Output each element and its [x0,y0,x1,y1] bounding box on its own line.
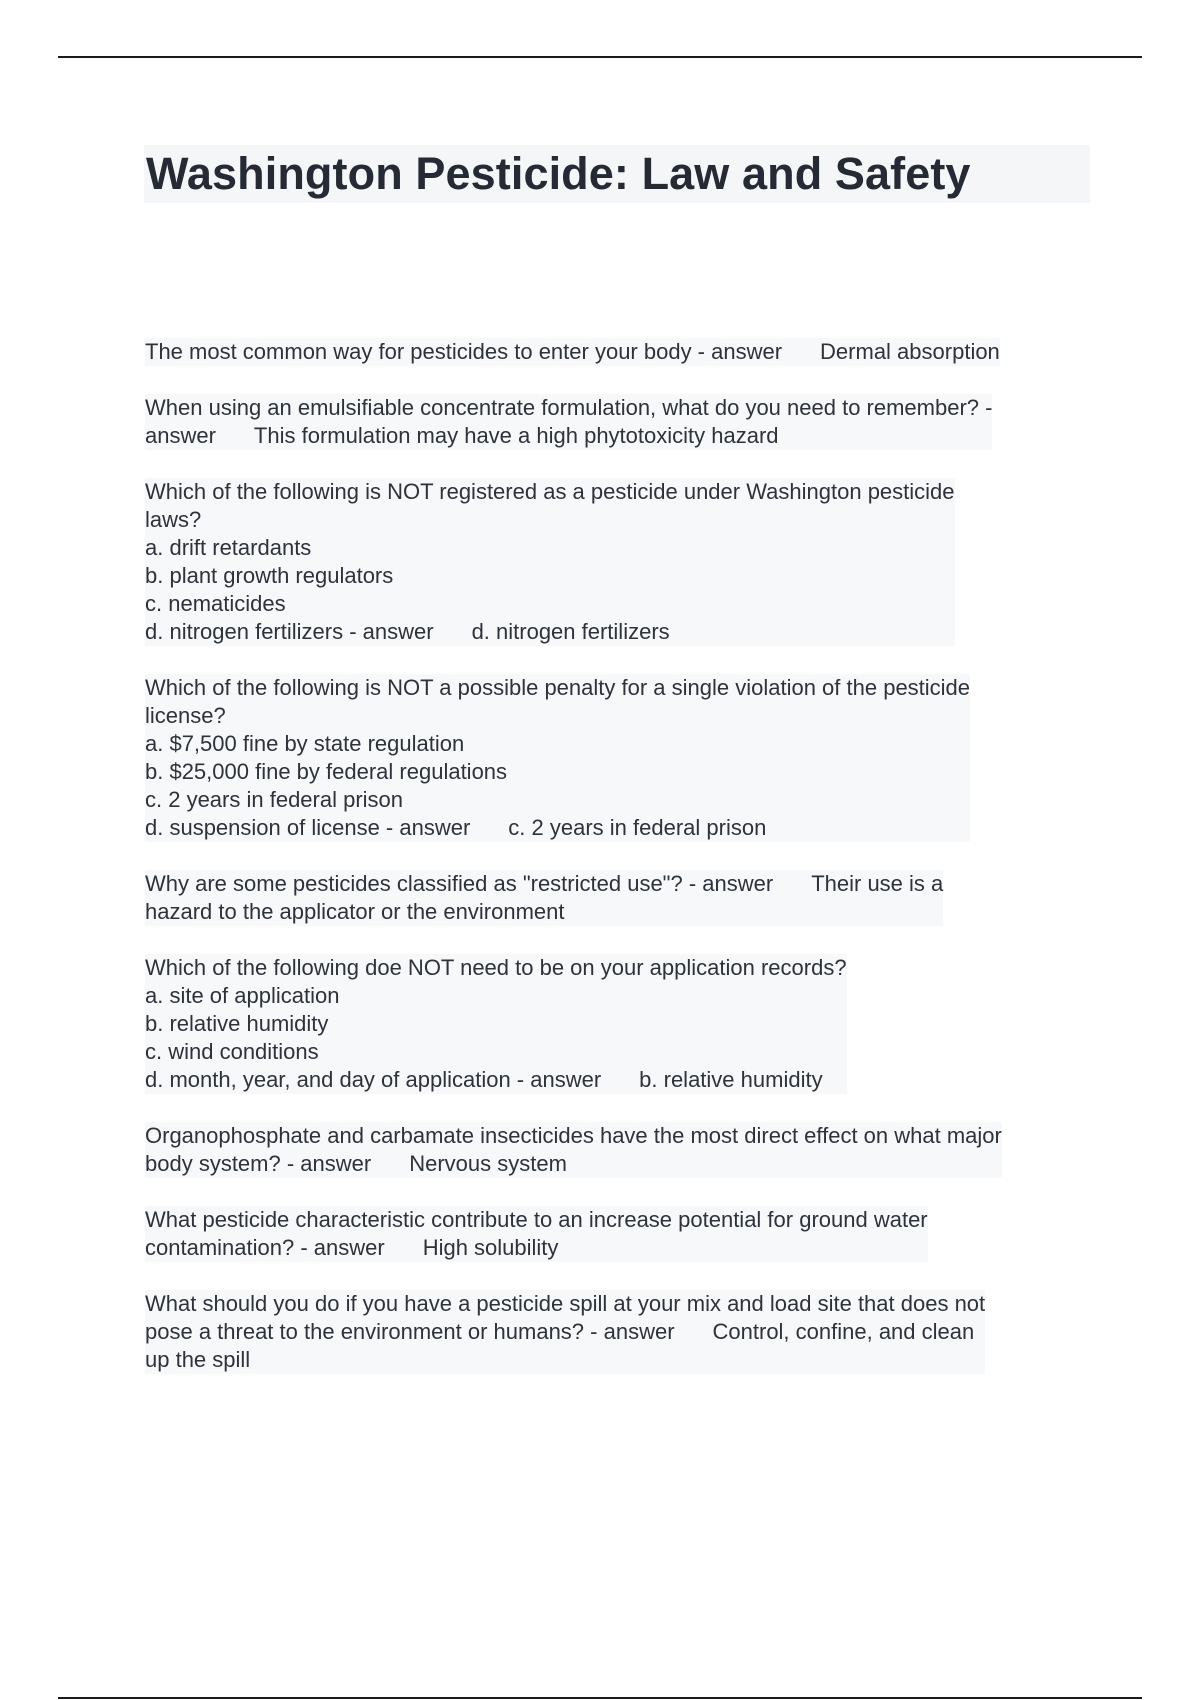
qa-item [145,954,1095,1094]
question-continuation: c. wind conditions [145,1039,319,1064]
question-line: The most common way for pesticides to enter your body - answer [145,339,783,364]
answer-continuation: hazard to the applicator or the environment [145,899,565,924]
question-continuation: d. nitrogen fertilizers - answer [145,619,434,644]
question-continuation: d. suspension of license - answer [145,815,471,840]
qa-item [145,1206,1095,1262]
qa-item [145,1290,1095,1374]
question-line: Organophosphate and carbamate insecticides have the most direct effect on what major [145,1123,1002,1148]
question-line: Why are some pesticides classified as "restricted use"? - answer [145,871,774,896]
page-title: Washington Pesticide: Law and Safety [146,148,971,199]
question-continuation: contamination? - answer [145,1235,385,1260]
question-line: Which of the following is NOT registered as a pesticide under Washington pesticide [145,479,955,504]
answer-text: Nervous system [409,1151,567,1176]
qa-text [145,394,992,450]
qa-item [145,338,1095,366]
question-line: When using an emulsifiable concentrate formulation, what do you need to remember? - [145,395,993,420]
title-block [144,145,1090,203]
answer-continuation: up the spill [145,1347,251,1372]
qa-text [145,954,847,1094]
qa-text [145,674,970,842]
question-continuation: a. site of application [145,983,340,1008]
qa-item [145,394,1095,450]
question-continuation: d. month, year, and day of application - answer [145,1067,602,1092]
question-continuation: answer [145,423,216,448]
question-continuation: pose a threat to the environment or humans? - answer [145,1319,675,1344]
question-line: Which of the following is NOT a possible penalty for a single violation of the pesticide [145,675,971,700]
qa-list [145,338,1095,1402]
qa-text [145,338,1000,366]
answer-text: This formulation may have a high phytotoxicity hazard [253,423,779,448]
qa-text [145,1290,985,1374]
answer-text: b. relative humidity [639,1067,823,1092]
qa-item [145,674,1095,842]
question-continuation: c. nematicides [145,591,286,616]
question-line: What pesticide characteristic contribute to an increase potential for ground water [145,1207,928,1232]
qa-item [145,478,1095,646]
question-line: Which of the following doe NOT need to be on your application records? [145,955,847,980]
question-continuation: c. 2 years in federal prison [145,787,404,812]
top-rule [58,56,1142,58]
answer-text: d. nitrogen fertilizers [471,619,670,644]
bottom-rule [58,1697,1142,1699]
question-line: What should you do if you have a pesticide spill at your mix and load site that does not [145,1291,986,1316]
qa-text [145,1122,1002,1178]
question-continuation: laws? [145,507,202,532]
answer-text: Their use is a [811,871,944,896]
answer-text: High solubility [422,1235,559,1260]
question-continuation: b. relative humidity [145,1011,329,1036]
question-continuation: body system? - answer [145,1151,372,1176]
qa-item [145,1122,1095,1178]
question-continuation: a. drift retardants [145,535,312,560]
question-continuation: b. plant growth regulators [145,563,394,588]
question-continuation: b. $25,000 fine by federal regulations [145,759,508,784]
question-continuation: license? [145,703,226,728]
answer-text: Dermal absorption [820,339,1000,364]
qa-item [145,870,1095,926]
answer-text: c. 2 years in federal prison [508,815,767,840]
question-continuation: a. $7,500 fine by state regulation [145,731,465,756]
answer-text: Control, confine, and clean [712,1319,975,1344]
qa-text [145,478,955,646]
qa-text [145,870,943,926]
qa-text [145,1206,928,1262]
